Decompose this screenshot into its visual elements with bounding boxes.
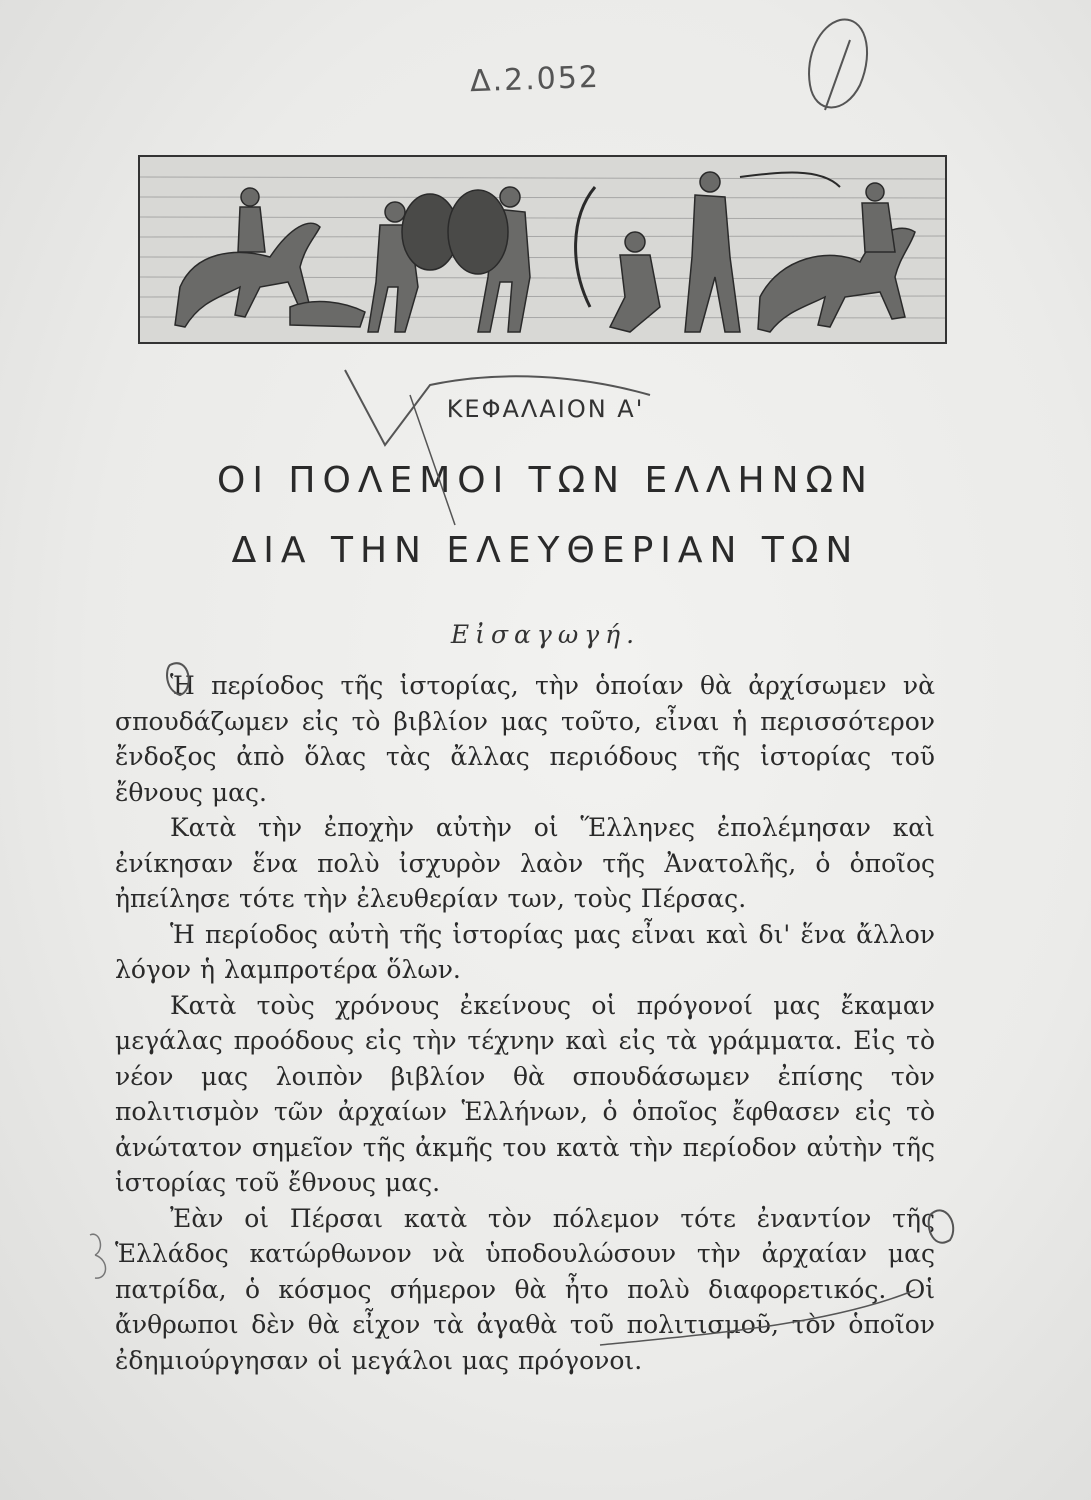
section-heading: Εἰσαγωγή. [450, 620, 641, 649]
chapter-title-line-2: ΔΙΑ ΤΗΝ ΕΛΕΥΘΕΡΙΑΝ ΤΩΝ [231, 530, 860, 571]
paragraph: Ἐὰν οἱ Πέρσαι κατὰ τὸν πόλεμον τότε ἐναντίον τῆς Ἑλλάδος κατώρθωνον νὰ ὑποδουλώσουν τὴν ἀρχαίαν μας πατρίδα, ὁ κόσμος σήμερον θὰ ἦτο πολὺ διαφορετικός. Οἱ ἄνθρωποι δὲν θὰ εἶχον τὰ ἀγαθὰ τοῦ πολιτισμοῦ, τὸν ὁποῖον ἐδημιούργησαν οἱ μεγάλοι μας πρόγονοι. [115, 1203, 935, 1375]
chapter-title-line-1: ΟΙ ΠΟΛΕΜΟΙ ΤΩΝ ΕΛΛΗΝΩΝ [217, 460, 874, 501]
body-text [115, 668, 935, 1378]
chapter-label: ΚΕΦΑΛΑΙΟΝ Α' [446, 395, 645, 423]
paragraph: Ἡ περίοδος τῆς ἱστορίας, τὴν ὁποίαν θὰ ἀρχίσωμεν νὰ σπουδάζωμεν εἰς τὸ βιβλίον μας τοῦτο, εἶναι ἡ περισσότερον ἔνδοξος ἀπὸ ὅλας τὰς ἄλλας περιόδους τῆς ἱστορίας τοῦ ἔθνους μας. [115, 671, 935, 807]
shelfmark-annotation: Δ.2.052 [469, 59, 601, 100]
handwritten-circle-mark [780, 0, 890, 130]
battle-frieze-illustration [138, 155, 947, 344]
paragraph: Κατὰ τὴν ἐποχὴν αὐτὴν οἱ Ἕλληνες ἐπολέμησαν καὶ ἐνίκησαν ἕνα πολὺ ἰσχυρὸν λαὸν τῆς Ἀνατολῆς, ὁ ὁποῖος ἠπείλησε τότε τὴν ἐλευθερίαν των, τοὺς Πέρσας. [115, 813, 935, 913]
paragraph: Κατὰ τοὺς χρόνους ἐκείνους οἱ πρόγονοί μας ἔκαμαν μεγάλας προόδους εἰς τὴν τέχνην καὶ εἰς τὰ γράμματα. Εἰς τὸ νέον μας λοιπὸν βιβλίον θὰ σπουδάσωμεν ἐπίσης τὸν πολιτισμὸν τῶν ἀρχαίων Ἑλλήνων, ὁ ὁποῖος ἔφθασεν εἰς τὸ ἀνώτατον σημεῖον τῆς ἀκμῆς του κατὰ τὴν περίοδον αὐτὴν τῆς ἱστορίας τοῦ ἔθνους μας. [115, 990, 935, 1197]
paragraph: Ἡ περίοδος αὐτὴ τῆς ἱστορίας μας εἶναι καὶ δι' ἕνα ἄλλον λόγον ἡ λαμπροτέρα ὅλων. [115, 919, 935, 984]
